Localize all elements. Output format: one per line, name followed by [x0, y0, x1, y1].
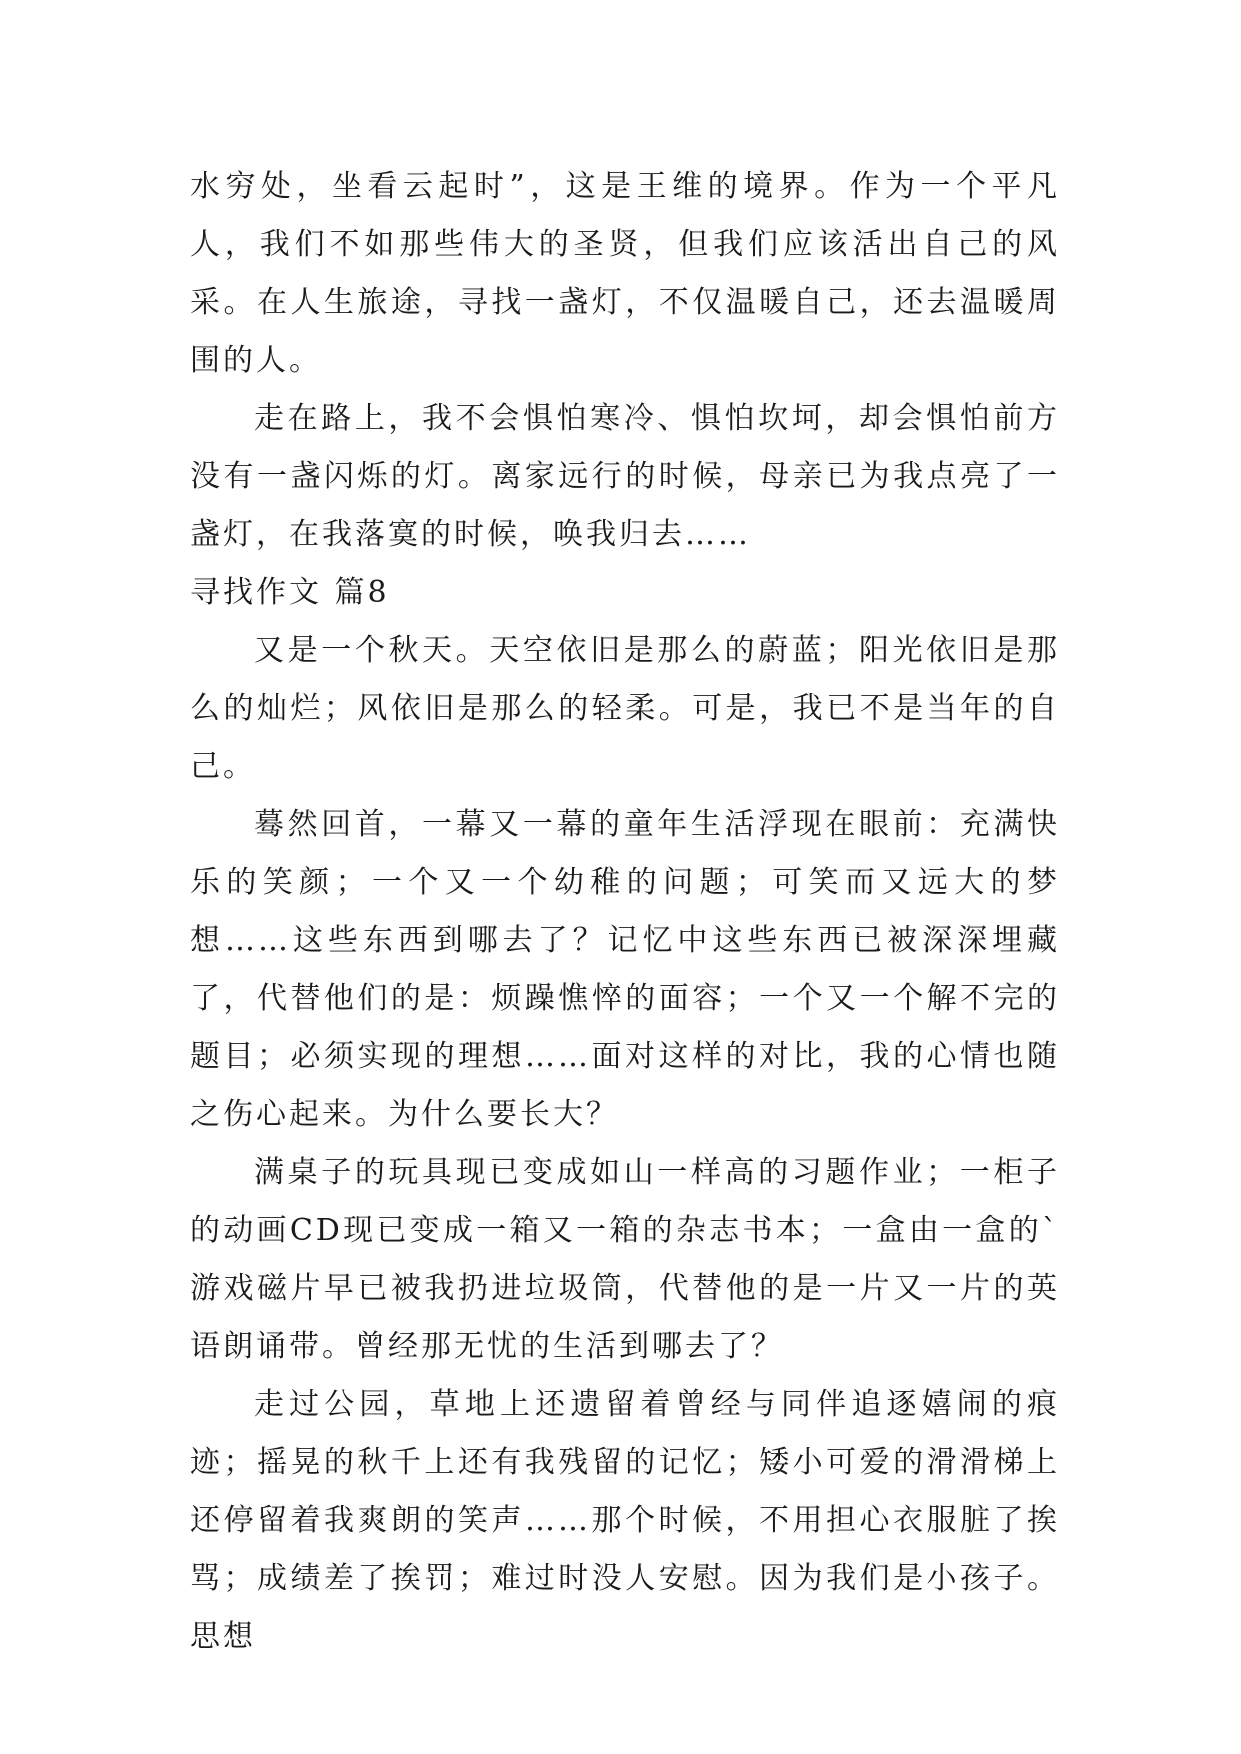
paragraph-toys: 满桌子的玩具现已变成如山一样高的习题作业；一柜子的动画CD现已变成一箱又一箱的杂志书本；一盒由一盒的`游戏磁片早已被我扔进垃圾筒，代替他的是一片又一片的英语朗诵带。曾经那无忧的生活到哪去了？ [190, 1155, 1060, 1364]
section-heading: 寻找作文 篇8 [190, 575, 390, 610]
paragraph-childhood-memories: 蓦然回首，一幕又一幕的童年生活浮现在眼前：充满快乐的笑颜；一个又一个幼稚的问题；可笑而又远大的梦想……这些东西到哪去了？记忆中这些东西已被深深埋藏了，代替他们的是：烦躁憔悴的面容；一个又一个解不完的题目；必须实现的理想……面对这样的对比，我的心情也随之伤心起来。为什么要长大？ [190, 807, 1060, 1132]
paragraph-lamp: 走在路上，我不会惧怕寒冷、惧怕坎坷，却会惧怕前方没有一盏闪烁的灯。离家远行的时候，母亲已为我点亮了一盏灯，在我落寞的时候，唤我归去…… [190, 401, 1060, 552]
document-body [190, 158, 1060, 1666]
paragraph-continuation: 水穷处，坐看云起时”，这是王维的境界。作为一个平凡人，我们不如那些伟大的圣贤，但我们应该活出自己的风采。在人生旅途，寻找一盏灯，不仅温暖自己，还去温暖周围的人。 [190, 169, 1060, 378]
paragraph-park: 走过公园，草地上还遗留着曾经与同伴追逐嬉闹的痕迹；摇晃的秋千上还有我残留的记忆；矮小可爱的滑滑梯上还停留着我爽朗的笑声……那个时候，不用担心衣服脏了挨骂；成绩差了挨罚；难过时没人安慰。因为我们是小孩子。思想 [190, 1387, 1060, 1654]
paragraph-autumn: 又是一个秋天。天空依旧是那么的蔚蓝；阳光依旧是那么的灿烂；风依旧是那么的轻柔。可是，我已不是当年的自己。 [190, 633, 1060, 784]
